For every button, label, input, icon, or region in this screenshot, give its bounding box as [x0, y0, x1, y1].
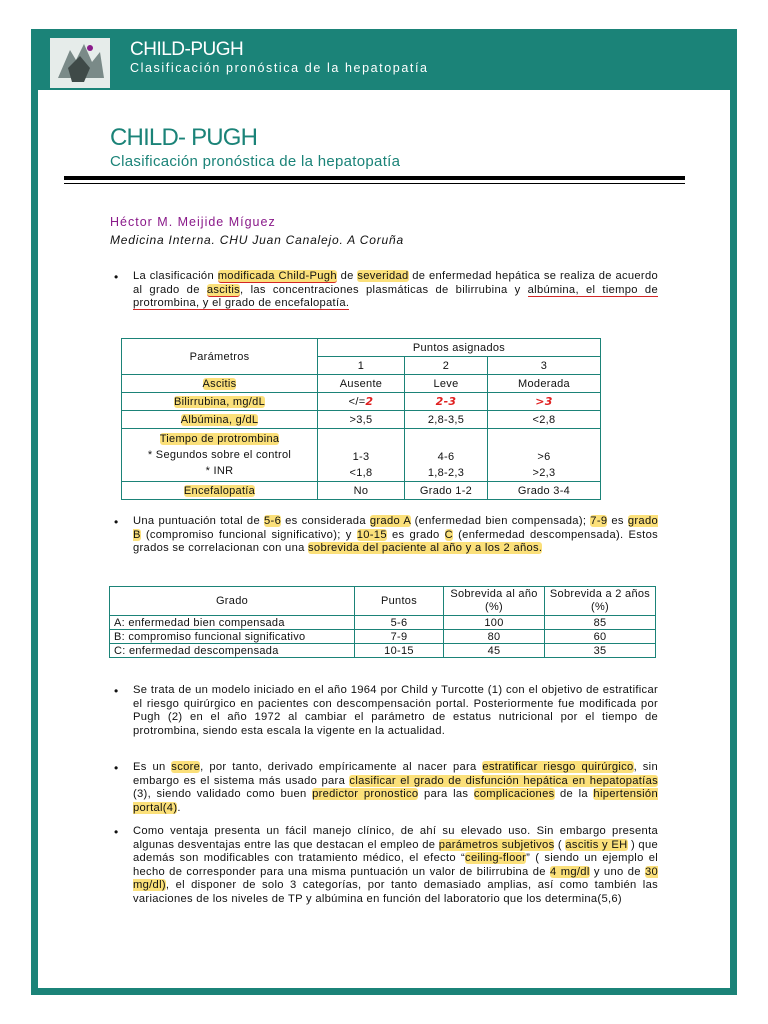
author: Héctor M. Meijide Míguez [110, 215, 276, 229]
cell: Moderada [488, 375, 601, 393]
table-row [110, 630, 656, 644]
cell: 100 [444, 616, 545, 630]
cell: 10-15 [355, 644, 444, 658]
cell: A: enfermedad bien compensada [110, 616, 355, 630]
th-sobrevida-2: Sobrevida a 2 años (%) [545, 587, 656, 616]
header-subtitle: Clasificación pronóstica de la hepatopatía [130, 61, 429, 75]
table-row [110, 644, 656, 658]
cell: Grado 3-4 [488, 482, 601, 500]
cell: <2,8 [488, 411, 601, 429]
cell: 85 [545, 616, 656, 630]
param-albumina: Albúmina, g/dL [180, 413, 259, 426]
th-3: 3 [488, 357, 601, 375]
cell: 4-6 1,8-2,3 [405, 429, 488, 482]
param-ascitis: Ascitis [202, 377, 237, 390]
table-row [122, 375, 601, 393]
cell: C: enfermedad descompensada [110, 644, 355, 658]
logo-icon [50, 38, 110, 88]
cell: Leve [405, 375, 488, 393]
score-paragraph: Una puntuación total de 5-6 es considerada grado A (enfermedad bien compensada); 7-9 es grado B (compromiso funcional significativo); y 10-15 es grado C (enfermedad descompensada). Estos grados se correlacionan con una sobrevida del paciente al año y a los 2 años. [133, 515, 658, 554]
th-grado: Grado [110, 587, 355, 616]
cell: </=2 [318, 393, 405, 411]
history-paragraph: Se trata de un modelo iniciado en el año 1964 por Child y Turcotte (1) con el objetivo de estratificar el riesgo quirúrgico en pacientes con descompensación portal. Posteriormente fue modificada por Pugh (2) en el año 1972 al cambiar el parámetro de estatus nutricional por el tiempo de protrombina, siendo esta escala la vigente en la actualidad. [133, 684, 658, 737]
cell: 2,8-3,5 [405, 411, 488, 429]
cell: 7-9 [355, 630, 444, 644]
advantages-paragraph: Como ventaja presenta un fácil manejo clínico, de ahí su elevado uso. Sin embargo presenta algunas desventajas entre las que destacan el empleo de parámetros subjetivos ( ascitis y EH ) que además son modificables con tratamiento médico, el efecto “ceiling-floor” ( siendo un ejemplo el hecho de corresponder para una misma puntuación un valor de bilirrubina de 4 mg/dl y uno de 30 mg/dl), el disponer de solo 3 categorías, por tanto demasiado amplias, así como también las variaciones de los niveles de TP y albúmina en función del laboratorio que los determina(5,6) [133, 825, 658, 905]
cell: >3 [488, 393, 601, 411]
cell: >3,5 [318, 411, 405, 429]
cell: Ausente [318, 375, 405, 393]
th-1: 1 [318, 357, 405, 375]
table-row [122, 393, 601, 411]
title-rule [64, 176, 685, 180]
table-row: Tiempo de protrombina * Segundos sobre el control * INR 1-3 <1,8 4-6 1,8-2,3 >6 >2,3 [122, 429, 601, 482]
th-parameters: Parámetros [122, 339, 318, 375]
table-row [122, 482, 601, 500]
survival-table [109, 586, 656, 658]
cell: No [318, 482, 405, 500]
cell: 45 [444, 644, 545, 658]
th-points: Puntos asignados [318, 339, 601, 357]
header-title: CHILD-PUGH [130, 39, 244, 60]
table-row [110, 616, 656, 630]
bullet-icon: • [114, 270, 119, 284]
score-usage-paragraph: Es un score, por tanto, derivado empíricamente al nacer para estratificar riesgo quirúrgico, sin embargo es el sistema más usado para clasificar el grado de disfunción hepática en hepatopatías (3), siendo validado como buen predictor pronostico para las complicaciones de la hipertensión portal(4). [133, 761, 658, 814]
doc-title: CHILD- PUGH [110, 124, 258, 151]
table-row [122, 411, 601, 429]
param-tp: Tiempo de protrombina [159, 433, 280, 445]
cell: B: compromiso funcional significativo [110, 630, 355, 644]
bullet-icon: • [114, 825, 119, 839]
th-puntos: Puntos [355, 587, 444, 616]
points-table [121, 338, 601, 500]
cell: 60 [545, 630, 656, 644]
affiliation: Medicina Interna. CHU Juan Canalejo. A Coruña [110, 233, 404, 247]
cell: Grado 1-2 [405, 482, 488, 500]
title-rule-thin [64, 183, 685, 184]
cell: 35 [545, 644, 656, 658]
intro-paragraph: La clasificación modificada Child-Pugh de severidad de enfermedad hepática se realiza de acuerdo al grado de ascitis, las concentraciones plasmáticas de bilirrubina y albúmina, el tiempo de protrombina, y el grado de encefalopatía. [133, 270, 659, 309]
cell: 2-3 [405, 393, 488, 411]
bullet-icon: • [114, 761, 119, 775]
cell: >6 >2,3 [488, 429, 601, 482]
th-sobrevida-1: Sobrevida al año (%) [444, 587, 545, 616]
bullet-icon: • [114, 515, 119, 529]
cell: 1-3 <1,8 [318, 429, 405, 482]
cell: 80 [444, 630, 545, 644]
doc-subtitle: Clasificación pronóstica de la hepatopatía [110, 153, 401, 170]
cell: 5-6 [355, 616, 444, 630]
th-2: 2 [405, 357, 488, 375]
header-banner [38, 36, 730, 90]
bullet-icon: • [114, 684, 119, 698]
param-bilirrubina: Bilirrubina, mg/dL [174, 395, 265, 408]
param-encefalopatia: Encefalopatía [183, 484, 256, 497]
